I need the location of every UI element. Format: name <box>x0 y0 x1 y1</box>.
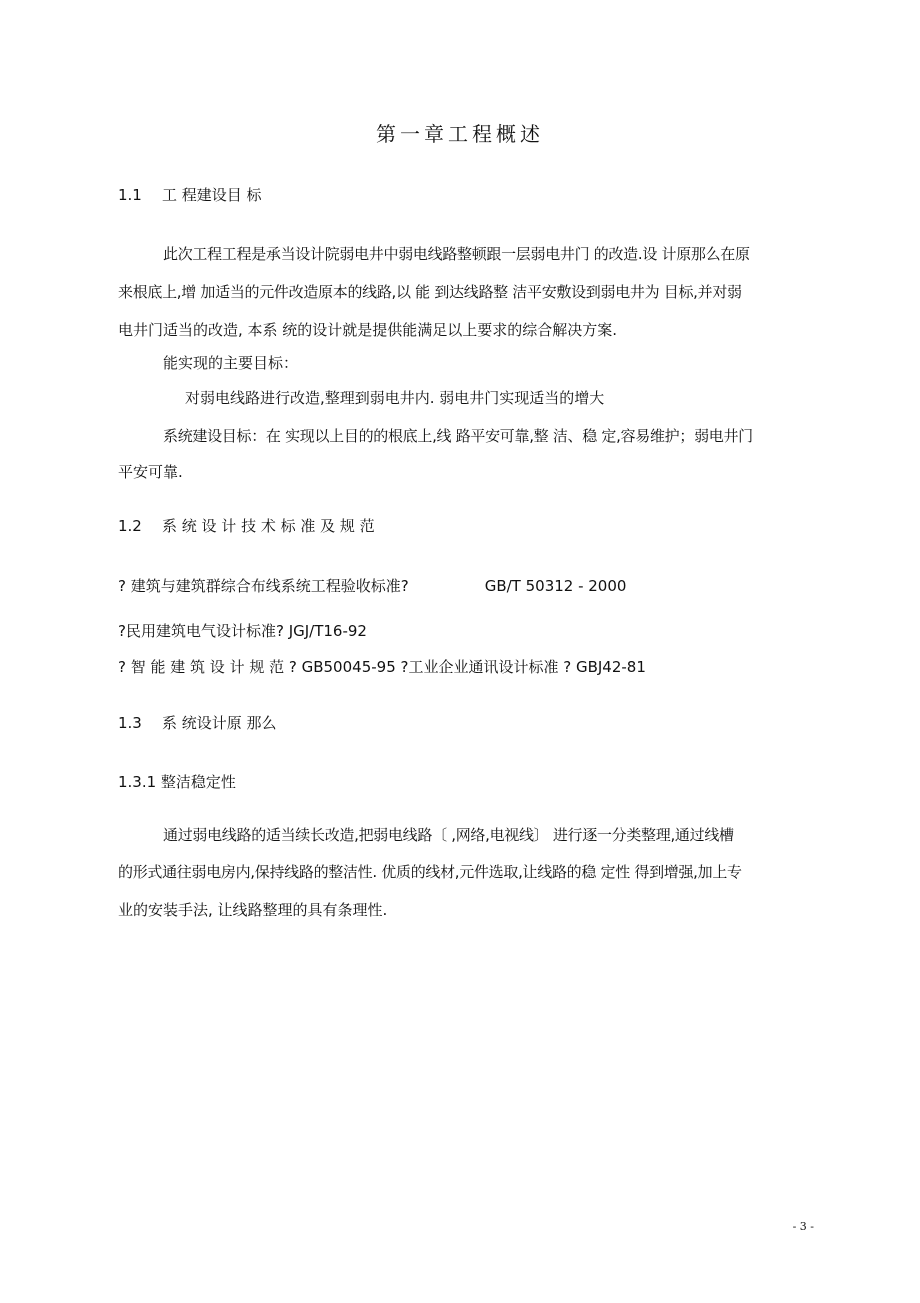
section-number: 1.3 <box>118 714 142 732</box>
standard-name: ? 建筑与建筑群综合布线系统工程验收标准? <box>118 577 409 595</box>
section-heading-1-2 <box>118 516 808 536</box>
standard-item: ? 智 能 建 筑 设 计 规 范 ? GB50045-95 ?工业企业通讯设计标准 ? GBJ42-81 <box>118 658 646 676</box>
chapter-title: 第一章工程概述 <box>376 122 544 146</box>
paragraph-line: 此次工程工程是承当设计院弱电井中弱电线路整顿跟一层弱电井门 的改造.设 计原那么在原 <box>163 245 750 263</box>
section-number: 1.2 <box>118 517 142 535</box>
paragraph-line: 来根底上,增 加适当的元件改造原本的线路,以 能 到达线路整 洁平安敷设到弱电井为 目标,并对弱 <box>118 283 742 301</box>
page-number: - 3 - <box>792 1220 814 1233</box>
subsection-heading: 1.3.1 整洁稳定性 <box>118 773 236 791</box>
section-title: 系 统 设 计 技 术 标 准 及 规 范 <box>162 517 375 535</box>
standard-item: ?民用建筑电气设计标准? JGJ/T16-92 <box>118 622 367 640</box>
section-heading-1-3 <box>118 713 808 733</box>
paragraph-line: 的形式通往弱电房内,保持线路的整洁性. 优质的线材,元件选取,让线路的稳 定性 得到增强,加上专 <box>118 863 742 881</box>
section-title: 系 统设计原 那么 <box>162 714 277 732</box>
paragraph-line: 通过弱电线路的适当续长改造,把弱电线路〔 ,网络,电视线〕 进行逐一分类整理,通过线槽 <box>163 826 734 844</box>
paragraph-line: 系统建设目标：在 实现以上目的的根底上,线 路平安可靠,整 洁、稳 定,容易维护；弱电井门 <box>163 427 753 445</box>
section-title: 工 程建设目 标 <box>162 186 262 204</box>
section-number: 1.1 <box>118 186 142 204</box>
paragraph-line: 业的安装手法, 让线路整理的具有条理性. <box>118 901 388 919</box>
goal-item: 对弱电线路进行改造,整理到弱电井内. 弱电井门实现适当的增大 <box>185 389 605 407</box>
section-heading-1-1 <box>118 185 808 205</box>
paragraph-line: 平安可靠. <box>118 463 183 481</box>
standard-code: GB/T 50312 - 2000 <box>484 577 627 595</box>
standard-item <box>118 576 808 596</box>
paragraph-line: 电井门适当的改造, 本系 统的设计就是提供能满足以上要求的综合解决方案. <box>118 321 618 339</box>
goals-label: 能实现的主要目标： <box>163 354 299 372</box>
